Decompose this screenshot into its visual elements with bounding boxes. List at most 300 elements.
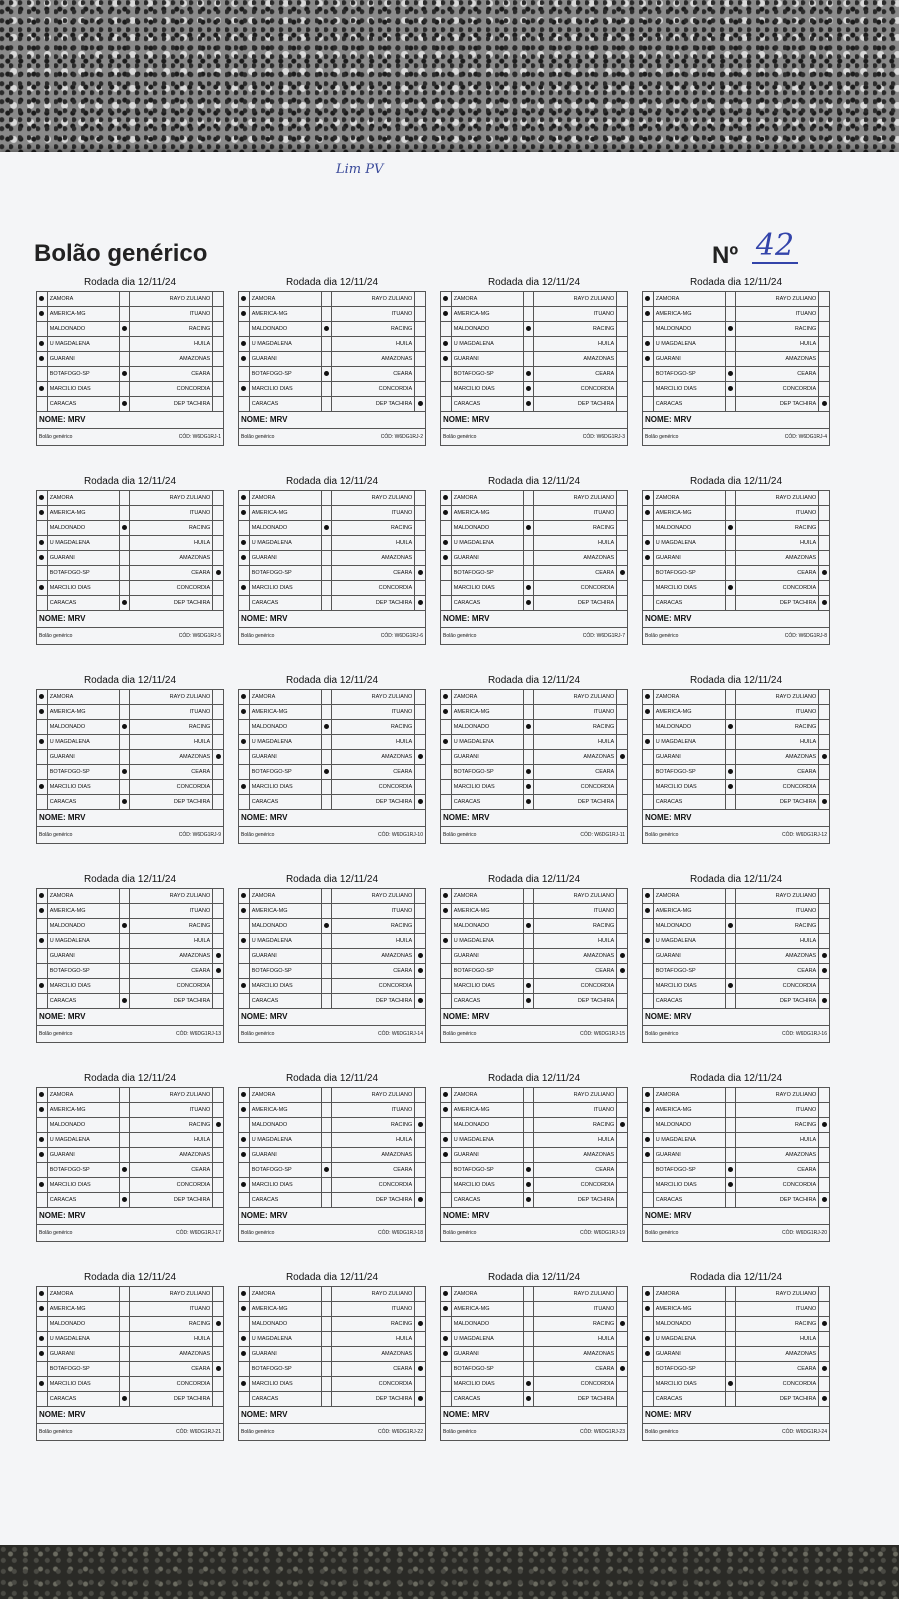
home-mark-cell bbox=[643, 1178, 654, 1193]
match-row bbox=[239, 1377, 426, 1392]
pick-mark-icon bbox=[645, 555, 650, 560]
away-team: ITUANO bbox=[332, 506, 415, 521]
home-team: U MAGDALENA bbox=[653, 1332, 725, 1347]
draw-mark-cell bbox=[321, 1362, 332, 1377]
draw-mark-cell bbox=[321, 1392, 332, 1407]
draw-mark-cell bbox=[523, 889, 534, 904]
home-team: MARCILIO DIAS bbox=[47, 1178, 119, 1193]
pick-mark-icon bbox=[443, 1137, 448, 1142]
away-mark-cell bbox=[617, 979, 628, 994]
pick-mark-icon bbox=[324, 525, 329, 530]
draw-mark-cell bbox=[119, 735, 130, 750]
home-mark-cell bbox=[37, 1347, 48, 1362]
draw-mark-cell bbox=[119, 979, 130, 994]
home-team: MALDONADO bbox=[451, 1317, 523, 1332]
home-mark-cell bbox=[643, 382, 654, 397]
pick-mark-icon bbox=[39, 938, 44, 943]
away-mark-cell bbox=[819, 1347, 830, 1362]
card-footer-brand: Bolão genérico bbox=[645, 1230, 679, 1236]
home-team: U MAGDALENA bbox=[451, 934, 523, 949]
home-mark-cell bbox=[239, 795, 250, 810]
card-code: CÓD: W6DG1RJ-15 bbox=[579, 1031, 625, 1037]
pick-mark-icon bbox=[418, 1122, 423, 1127]
draw-mark-cell bbox=[119, 397, 130, 412]
home-team: MARCILIO DIAS bbox=[653, 382, 725, 397]
home-mark-cell bbox=[239, 322, 250, 337]
pick-mark-icon bbox=[443, 356, 448, 361]
away-team: RACING bbox=[130, 1317, 213, 1332]
away-mark-cell bbox=[415, 795, 426, 810]
card-code: CÓD: W6DG1RJ-3 bbox=[582, 434, 625, 440]
away-mark-cell bbox=[213, 397, 224, 412]
draw-mark-cell bbox=[725, 551, 736, 566]
match-row bbox=[37, 979, 224, 994]
draw-mark-cell bbox=[523, 1362, 534, 1377]
home-mark-cell bbox=[37, 979, 48, 994]
home-mark-cell bbox=[643, 566, 654, 581]
home-team: ZAMORA bbox=[451, 1088, 523, 1103]
match-row bbox=[441, 1118, 628, 1133]
away-team: RACING bbox=[332, 322, 415, 337]
home-mark-cell bbox=[441, 382, 452, 397]
home-mark-cell bbox=[643, 934, 654, 949]
away-mark-cell bbox=[617, 536, 628, 551]
card-round-title: Rodada dia 12/11/24 bbox=[83, 476, 177, 487]
match-row bbox=[441, 367, 628, 382]
away-mark-cell bbox=[819, 337, 830, 352]
card-footer bbox=[642, 429, 830, 446]
away-mark-cell bbox=[819, 1302, 830, 1317]
pick-mark-icon bbox=[39, 1152, 44, 1157]
away-mark-cell bbox=[819, 1088, 830, 1103]
draw-mark-cell bbox=[321, 1163, 332, 1178]
home-mark-cell bbox=[441, 352, 452, 367]
pick-mark-icon bbox=[241, 296, 246, 301]
away-mark-cell bbox=[213, 949, 224, 964]
match-row bbox=[441, 521, 628, 536]
match-row bbox=[37, 551, 224, 566]
pick-mark-icon bbox=[241, 540, 246, 545]
away-team: RACING bbox=[736, 720, 819, 735]
match-row bbox=[441, 765, 628, 780]
away-mark-cell bbox=[617, 506, 628, 521]
bet-card bbox=[642, 1272, 830, 1441]
home-mark-cell bbox=[643, 889, 654, 904]
draw-mark-cell bbox=[523, 1287, 534, 1302]
away-mark-cell bbox=[415, 337, 426, 352]
away-team: RAYO ZULIANO bbox=[332, 1287, 415, 1302]
pick-mark-icon bbox=[39, 1381, 44, 1386]
bet-card bbox=[440, 1272, 628, 1441]
draw-mark-cell bbox=[725, 491, 736, 506]
home-team: AMERICA-MG bbox=[47, 506, 119, 521]
home-team: MALDONADO bbox=[249, 322, 321, 337]
away-mark-cell bbox=[213, 1148, 224, 1163]
draw-mark-cell bbox=[523, 292, 534, 307]
match-row bbox=[239, 919, 426, 934]
home-mark-cell bbox=[37, 307, 48, 322]
match-row bbox=[643, 397, 830, 412]
home-mark-cell bbox=[239, 949, 250, 964]
draw-mark-cell bbox=[725, 690, 736, 705]
draw-mark-cell bbox=[119, 919, 130, 934]
matches-table bbox=[440, 490, 628, 611]
card-code: CÓD: W6DG1RJ-14 bbox=[377, 1031, 423, 1037]
match-row bbox=[37, 397, 224, 412]
pick-mark-icon bbox=[645, 540, 650, 545]
pick-mark-icon bbox=[526, 1167, 531, 1172]
home-team: ZAMORA bbox=[47, 491, 119, 506]
match-row bbox=[643, 1148, 830, 1163]
card-footer-brand: Bolão genérico bbox=[39, 1230, 73, 1236]
home-mark-cell bbox=[441, 765, 452, 780]
home-mark-cell bbox=[239, 904, 250, 919]
away-team: ITUANO bbox=[534, 1302, 617, 1317]
away-mark-cell bbox=[819, 506, 830, 521]
home-team: MARCILIO DIAS bbox=[451, 780, 523, 795]
home-mark-cell bbox=[441, 964, 452, 979]
away-mark-cell bbox=[819, 780, 830, 795]
draw-mark-cell bbox=[523, 491, 534, 506]
away-team: CEARA bbox=[534, 1362, 617, 1377]
card-round-title: Rodada dia 12/11/24 bbox=[83, 1073, 177, 1084]
home-team: CARACAS bbox=[249, 795, 321, 810]
away-mark-cell bbox=[415, 1302, 426, 1317]
away-team: AMAZONAS bbox=[332, 551, 415, 566]
match-row bbox=[239, 690, 426, 705]
bet-card bbox=[440, 476, 628, 645]
pick-mark-icon bbox=[728, 1167, 733, 1172]
away-mark-cell bbox=[415, 382, 426, 397]
draw-mark-cell bbox=[725, 1163, 736, 1178]
pick-mark-icon bbox=[39, 311, 44, 316]
draw-mark-cell bbox=[119, 352, 130, 367]
home-mark-cell bbox=[643, 750, 654, 765]
away-team: RACING bbox=[130, 521, 213, 536]
card-code: CÓD: W6DG1RJ-13 bbox=[175, 1031, 221, 1037]
home-mark-cell bbox=[643, 1118, 654, 1133]
away-team: HUILA bbox=[534, 735, 617, 750]
away-mark-cell bbox=[819, 307, 830, 322]
home-mark-cell bbox=[239, 1148, 250, 1163]
match-row bbox=[643, 551, 830, 566]
card-code: CÓD: W6DG1RJ-17 bbox=[175, 1230, 221, 1236]
home-team: U MAGDALENA bbox=[653, 536, 725, 551]
home-mark-cell bbox=[441, 750, 452, 765]
pick-mark-icon bbox=[443, 893, 448, 898]
matches-table bbox=[440, 1087, 628, 1208]
match-row bbox=[441, 919, 628, 934]
away-team: AMAZONAS bbox=[130, 551, 213, 566]
card-name: NOME: MRV bbox=[36, 1009, 224, 1026]
home-mark-cell bbox=[643, 964, 654, 979]
away-mark-cell bbox=[213, 919, 224, 934]
home-team: MARCILIO DIAS bbox=[47, 1377, 119, 1392]
card-footer-brand: Bolão genérico bbox=[39, 434, 73, 440]
home-mark-cell bbox=[441, 581, 452, 596]
match-row bbox=[441, 397, 628, 412]
away-team: CEARA bbox=[736, 1163, 819, 1178]
pick-mark-icon bbox=[418, 968, 423, 973]
home-mark-cell bbox=[441, 919, 452, 934]
draw-mark-cell bbox=[725, 1133, 736, 1148]
home-team: MARCILIO DIAS bbox=[47, 979, 119, 994]
home-team: ZAMORA bbox=[451, 292, 523, 307]
away-mark-cell bbox=[819, 1163, 830, 1178]
home-mark-cell bbox=[239, 382, 250, 397]
away-mark-cell bbox=[415, 521, 426, 536]
away-team: RAYO ZULIANO bbox=[736, 491, 819, 506]
home-team: GUARANI bbox=[47, 949, 119, 964]
away-team: DEP TACHIRA bbox=[534, 596, 617, 611]
home-team: AMERICA-MG bbox=[451, 506, 523, 521]
home-mark-cell bbox=[643, 765, 654, 780]
away-mark-cell bbox=[617, 1163, 628, 1178]
home-mark-cell bbox=[239, 521, 250, 536]
match-row bbox=[441, 596, 628, 611]
match-row bbox=[441, 1148, 628, 1163]
away-team: CONCORDIA bbox=[130, 1377, 213, 1392]
match-row bbox=[441, 307, 628, 322]
away-mark-cell bbox=[617, 889, 628, 904]
match-row bbox=[643, 1332, 830, 1347]
pick-mark-icon bbox=[39, 1107, 44, 1112]
pick-mark-icon bbox=[728, 371, 733, 376]
home-mark-cell bbox=[441, 551, 452, 566]
away-team: AMAZONAS bbox=[736, 750, 819, 765]
draw-mark-cell bbox=[119, 934, 130, 949]
matches-table bbox=[238, 291, 426, 412]
draw-mark-cell bbox=[321, 1193, 332, 1208]
away-team: ITUANO bbox=[534, 506, 617, 521]
card-code: CÓD: W6DG1RJ-23 bbox=[579, 1429, 625, 1435]
match-row bbox=[441, 1178, 628, 1193]
match-row bbox=[643, 964, 830, 979]
home-team: ZAMORA bbox=[653, 491, 725, 506]
home-mark-cell bbox=[643, 1133, 654, 1148]
pick-mark-icon bbox=[822, 1197, 827, 1202]
home-team: BOTAFOGO-SP bbox=[451, 964, 523, 979]
match-row bbox=[441, 352, 628, 367]
card-footer-brand: Bolão genérico bbox=[443, 832, 477, 838]
card-footer-brand: Bolão genérico bbox=[443, 434, 477, 440]
pick-mark-icon bbox=[241, 739, 246, 744]
draw-mark-cell bbox=[119, 536, 130, 551]
pick-mark-icon bbox=[728, 585, 733, 590]
pick-mark-icon bbox=[39, 1092, 44, 1097]
draw-mark-cell bbox=[119, 1377, 130, 1392]
away-mark-cell bbox=[819, 690, 830, 705]
home-team: AMERICA-MG bbox=[653, 307, 725, 322]
card-code: CÓD: W6DG1RJ-5 bbox=[178, 633, 221, 639]
draw-mark-cell bbox=[119, 904, 130, 919]
away-team: RACING bbox=[736, 322, 819, 337]
card-footer bbox=[238, 429, 426, 446]
pick-mark-icon bbox=[39, 540, 44, 545]
home-team: ZAMORA bbox=[451, 491, 523, 506]
away-mark-cell bbox=[617, 780, 628, 795]
away-team: DEP TACHIRA bbox=[332, 1392, 415, 1407]
away-mark-cell bbox=[617, 397, 628, 412]
card-code: CÓD: W6DG1RJ-1 bbox=[178, 434, 221, 440]
match-row bbox=[643, 889, 830, 904]
away-mark-cell bbox=[617, 1332, 628, 1347]
pick-mark-icon bbox=[728, 923, 733, 928]
pick-mark-icon bbox=[241, 1381, 246, 1386]
home-mark-cell bbox=[441, 1332, 452, 1347]
away-mark-cell bbox=[415, 1163, 426, 1178]
match-row bbox=[643, 1317, 830, 1332]
pick-mark-icon bbox=[728, 724, 733, 729]
match-row bbox=[239, 566, 426, 581]
draw-mark-cell bbox=[523, 337, 534, 352]
home-mark-cell bbox=[239, 1362, 250, 1377]
pick-mark-icon bbox=[216, 968, 221, 973]
pick-mark-icon bbox=[645, 694, 650, 699]
draw-mark-cell bbox=[523, 1088, 534, 1103]
home-team: CARACAS bbox=[653, 397, 725, 412]
pick-mark-icon bbox=[241, 1182, 246, 1187]
match-row bbox=[441, 1362, 628, 1377]
match-row bbox=[441, 735, 628, 750]
draw-mark-cell bbox=[119, 1133, 130, 1148]
away-team: RACING bbox=[332, 720, 415, 735]
away-mark-cell bbox=[213, 720, 224, 735]
home-mark-cell bbox=[441, 1148, 452, 1163]
away-mark-cell bbox=[415, 904, 426, 919]
draw-mark-cell bbox=[523, 382, 534, 397]
match-row bbox=[643, 382, 830, 397]
away-mark-cell bbox=[213, 1302, 224, 1317]
home-team: BOTAFOGO-SP bbox=[47, 367, 119, 382]
home-mark-cell bbox=[441, 690, 452, 705]
pick-mark-icon bbox=[241, 908, 246, 913]
match-row bbox=[37, 1377, 224, 1392]
home-mark-cell bbox=[239, 1287, 250, 1302]
match-row bbox=[643, 1103, 830, 1118]
away-mark-cell bbox=[213, 1332, 224, 1347]
pick-mark-icon bbox=[526, 784, 531, 789]
card-name: NOME: MRV bbox=[238, 810, 426, 827]
pick-mark-icon bbox=[241, 1107, 246, 1112]
draw-mark-cell bbox=[725, 979, 736, 994]
away-mark-cell bbox=[819, 705, 830, 720]
match-row bbox=[239, 551, 426, 566]
match-row bbox=[37, 1178, 224, 1193]
away-mark-cell bbox=[213, 1133, 224, 1148]
home-team: AMERICA-MG bbox=[47, 1103, 119, 1118]
pick-mark-icon bbox=[241, 555, 246, 560]
pick-mark-icon bbox=[728, 1381, 733, 1386]
match-row bbox=[37, 382, 224, 397]
home-team: MALDONADO bbox=[249, 720, 321, 735]
pick-mark-icon bbox=[620, 754, 625, 759]
away-team: RAYO ZULIANO bbox=[534, 491, 617, 506]
home-team: CARACAS bbox=[249, 596, 321, 611]
card-footer bbox=[440, 429, 628, 446]
match-row bbox=[239, 1317, 426, 1332]
home-mark-cell bbox=[643, 337, 654, 352]
away-mark-cell bbox=[415, 506, 426, 521]
home-mark-cell bbox=[37, 1148, 48, 1163]
away-team: CEARA bbox=[130, 367, 213, 382]
match-row bbox=[37, 889, 224, 904]
card-footer-brand: Bolão genérico bbox=[645, 1031, 679, 1037]
away-mark-cell bbox=[213, 521, 224, 536]
home-mark-cell bbox=[239, 735, 250, 750]
home-team: BOTAFOGO-SP bbox=[653, 765, 725, 780]
draw-mark-cell bbox=[119, 1347, 130, 1362]
away-mark-cell bbox=[617, 1392, 628, 1407]
away-team: AMAZONAS bbox=[130, 949, 213, 964]
match-row bbox=[239, 1088, 426, 1103]
match-row bbox=[239, 536, 426, 551]
match-row bbox=[37, 1347, 224, 1362]
home-mark-cell bbox=[37, 1163, 48, 1178]
pick-mark-icon bbox=[241, 495, 246, 500]
away-mark-cell bbox=[617, 1193, 628, 1208]
card-footer-brand: Bolão genérico bbox=[241, 1230, 275, 1236]
away-mark-cell bbox=[819, 1392, 830, 1407]
away-team: DEP TACHIRA bbox=[130, 596, 213, 611]
matches-table bbox=[642, 291, 830, 412]
away-mark-cell bbox=[617, 1178, 628, 1193]
home-team: AMERICA-MG bbox=[653, 904, 725, 919]
card-name: NOME: MRV bbox=[238, 611, 426, 628]
pick-mark-icon bbox=[526, 724, 531, 729]
home-team: AMERICA-MG bbox=[451, 1103, 523, 1118]
match-row bbox=[643, 322, 830, 337]
pick-mark-icon bbox=[526, 371, 531, 376]
match-row bbox=[37, 780, 224, 795]
pick-mark-icon bbox=[822, 1122, 827, 1127]
match-row bbox=[37, 949, 224, 964]
match-row bbox=[441, 979, 628, 994]
pick-mark-icon bbox=[122, 1396, 127, 1401]
pick-mark-icon bbox=[822, 570, 827, 575]
home-mark-cell bbox=[239, 1103, 250, 1118]
match-row bbox=[643, 1133, 830, 1148]
match-row bbox=[37, 1193, 224, 1208]
match-row bbox=[643, 367, 830, 382]
draw-mark-cell bbox=[119, 292, 130, 307]
pick-mark-icon bbox=[122, 923, 127, 928]
draw-mark-cell bbox=[119, 337, 130, 352]
home-team: ZAMORA bbox=[249, 292, 321, 307]
match-row bbox=[441, 1302, 628, 1317]
home-team: AMERICA-MG bbox=[47, 307, 119, 322]
home-mark-cell bbox=[643, 1347, 654, 1362]
match-row bbox=[441, 536, 628, 551]
away-mark-cell bbox=[819, 949, 830, 964]
pick-mark-icon bbox=[39, 510, 44, 515]
pick-mark-icon bbox=[216, 570, 221, 575]
card-name: NOME: MRV bbox=[642, 412, 830, 429]
draw-mark-cell bbox=[725, 1193, 736, 1208]
home-team: BOTAFOGO-SP bbox=[653, 1163, 725, 1178]
home-mark-cell bbox=[37, 1287, 48, 1302]
home-team: U MAGDALENA bbox=[653, 337, 725, 352]
home-team: MARCILIO DIAS bbox=[249, 382, 321, 397]
away-team: RAYO ZULIANO bbox=[130, 690, 213, 705]
pick-mark-icon bbox=[241, 311, 246, 316]
away-team: CONCORDIA bbox=[332, 780, 415, 795]
away-team: ITUANO bbox=[332, 904, 415, 919]
home-mark-cell bbox=[643, 1302, 654, 1317]
pick-mark-icon bbox=[822, 600, 827, 605]
match-row bbox=[37, 904, 224, 919]
home-team: CARACAS bbox=[249, 994, 321, 1009]
